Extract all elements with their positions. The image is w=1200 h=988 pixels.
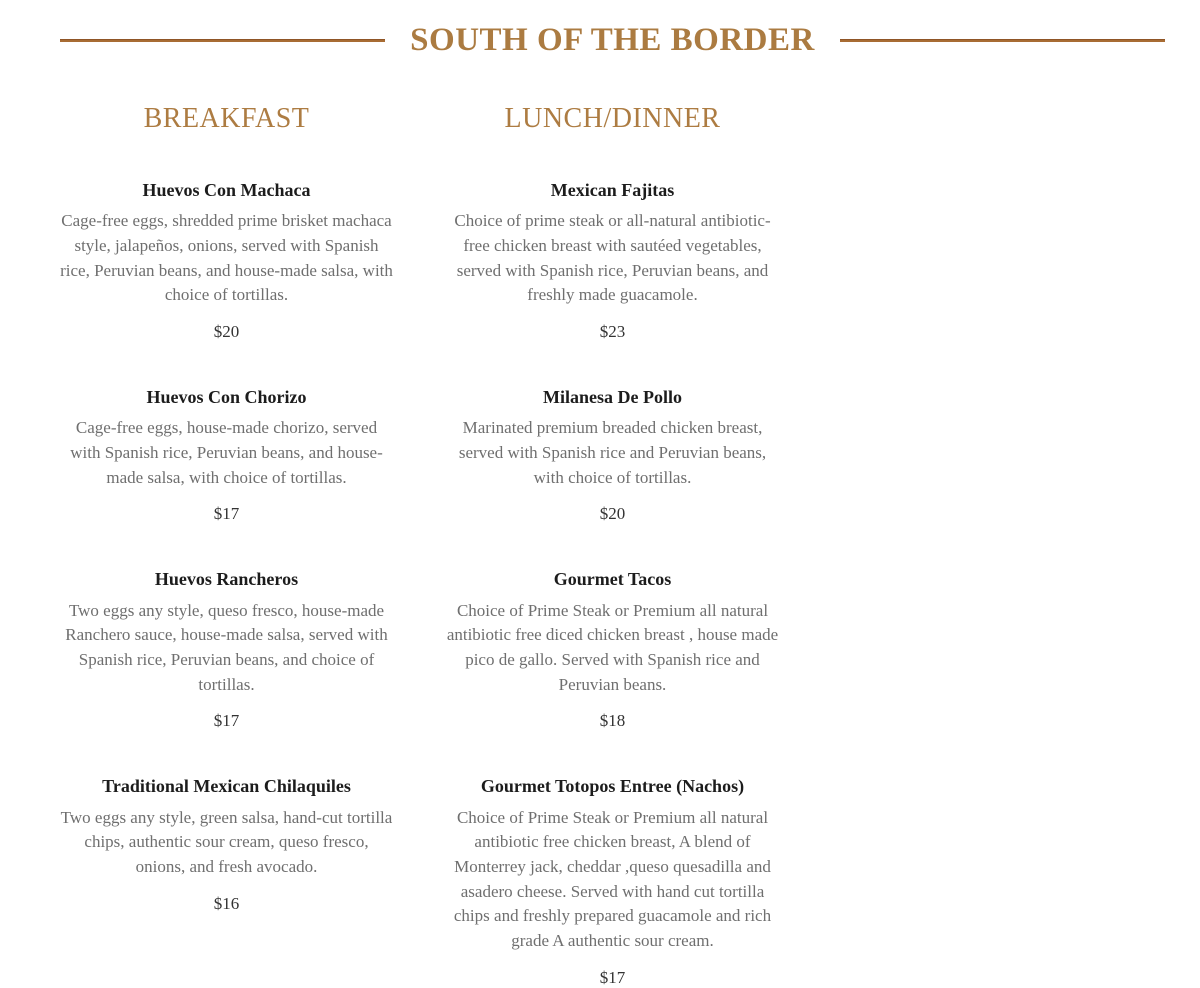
item-name: Huevos Rancheros [154,569,299,590]
menu-item-mexican-fajitas [446,179,779,342]
menu-item-huevos-con-chorizo [60,386,393,524]
item-description: Choice of Prime Steak or Premium all natural antibiotic free diced chicken breast , house made pico de gallo. Served with Spanish rice and Peruvian beans. [446,600,779,694]
item-description: Two eggs any style, green salsa, hand-cut tortilla chips, authentic sour cream, queso fresco, onions, and fresh avocado. [60,807,393,876]
item-name: Milanesa De Pollo [543,387,682,408]
item-price: $17 [213,504,240,524]
menu-item-huevos-rancheros [60,568,393,731]
item-description: Marinated premium breaded chicken breast, served with Spanish rice and Peruvian beans, with choice of tortillas. [458,418,767,487]
item-price: $23 [599,322,626,342]
item-description: Cage-free eggs, house-made chorizo, served with Spanish rice, Peruvian beans, and house-made salsa, with choice of tortillas. [70,418,383,487]
item-name: Mexican Fajitas [550,180,675,201]
item-name: Huevos Con Machaca [142,180,311,201]
item-name: Traditional Mexican Chilaquiles [102,776,351,797]
item-price: $17 [599,967,626,987]
section-heading-breakfast: BREAKFAST [143,103,310,135]
item-price: $20 [213,322,240,342]
item-name: Gourmet Totopos Entree (Nachos) [480,776,745,797]
menu-item-gourmet-totopos-entree [446,775,779,987]
item-name: Huevos Con Chorizo [146,387,307,408]
item-description: Choice of Prime Steak or Premium all natural antibiotic free chicken breast, A blend of Monterrey jack, cheddar ,queso quesadilla and asadero cheese. Served with hand cut tortilla chips and freshly prepared guacamole and rich grade A authentic sour cream. [453,807,772,950]
section-heading-lunch-dinner: LUNCH/DINNER [504,103,721,135]
menu-item-huevos-con-machaca [60,179,393,342]
divider-line-left [60,39,385,42]
menu-item-milanesa-de-pollo [446,386,779,524]
item-price: $16 [213,893,240,913]
menu-item-traditional-mexican-chilaquiles [60,775,393,987]
item-description: Cage-free eggs, shredded prime brisket machaca style, jalapeños, onions, served with Spanish rice, Peruvian beans, and house-made salsa, with choice of tortillas. [60,211,393,305]
item-name: Gourmet Tacos [553,569,672,590]
item-price: $17 [213,711,240,731]
item-description: Choice of prime steak or all-natural antibiotic-free chicken breast with sautéed vegetables, served with Spanish rice, Peruvian beans, and freshly made guacamole. [454,211,771,305]
item-price: $18 [599,711,626,731]
item-price: $20 [599,504,626,524]
menu-grid [60,104,1165,987]
menu-item-gourmet-tacos [446,568,779,731]
page-title: SOUTH OF THE BORDER [410,22,815,58]
divider-line-right [840,39,1165,42]
menu-title-band [60,22,1165,58]
item-description: Two eggs any style, queso fresco, house-made Ranchero sauce, house-made salsa, served with Spanish rice, Peruvian beans, and choice of tortillas. [65,600,388,694]
